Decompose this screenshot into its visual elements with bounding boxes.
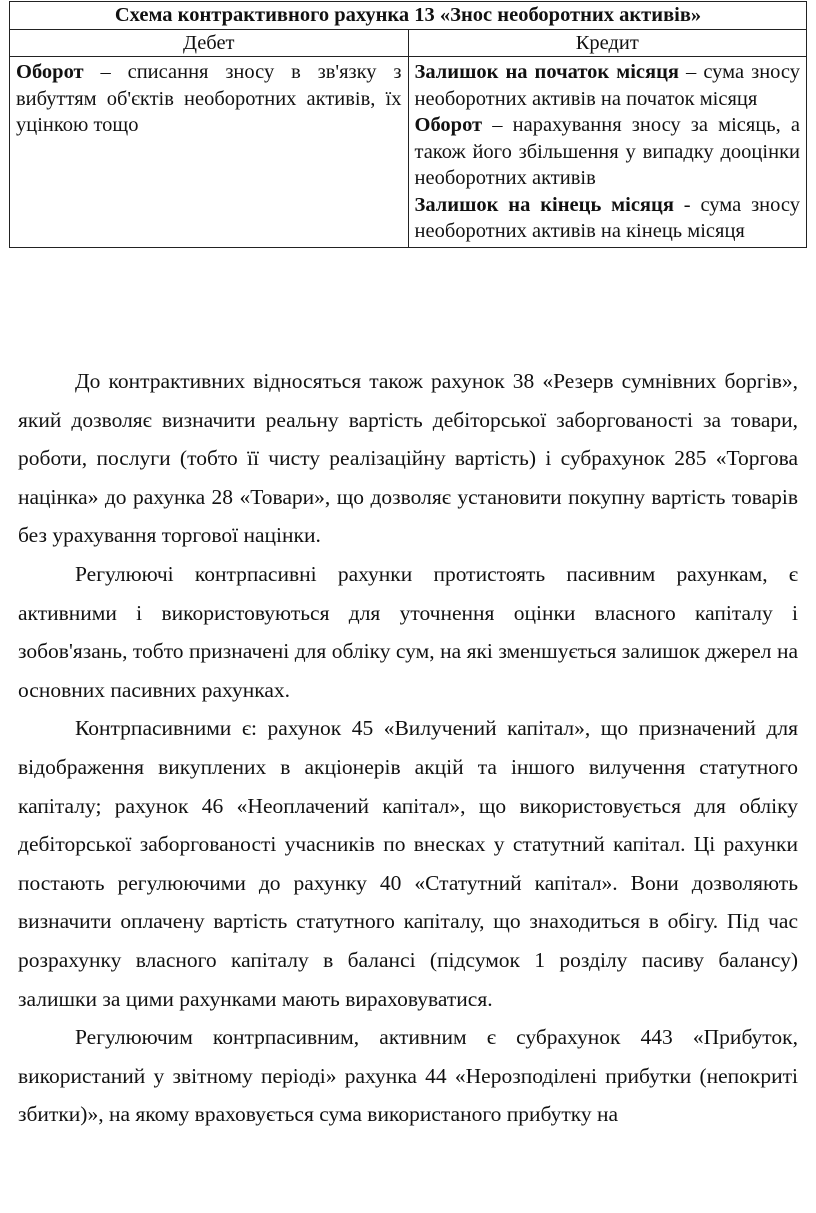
debit-cell <box>10 57 409 248</box>
scheme-title: Схема контрактивного рахунка 13 «Знос необоротних активів» <box>10 2 807 30</box>
body-text <box>18 362 798 1134</box>
credit-closing-balance <box>415 192 801 245</box>
credit-turnover-label: Оборот <box>414 114 483 136</box>
debit-turnover-text: – списання зносу в зв'язку з вибуттям об'єктів необоротних активів, їх уцінкою тощо <box>16 61 402 136</box>
credit-opening-text: – сума зносу необоротних активів на початок місяця <box>414 61 800 110</box>
paragraph-4: Регулюючим контрпасивним, активним є субрахунок 443 «Прибуток, використаний у звітному періоді» рахунка 44 «Нерозподілені прибутки (непокриті збитки)», на якому враховується сума використаного прибутку на <box>18 1025 798 1127</box>
credit-opening-label: Залишок на початок місяця <box>414 61 680 83</box>
credit-turnover-text: – нарахування зносу за місяць, а також його збільшення у випадку дооцінки необоротних активів <box>414 114 800 189</box>
account-scheme-table <box>9 1 807 248</box>
credit-opening-balance <box>415 59 801 112</box>
debit-turnover <box>16 59 402 139</box>
credit-turnover <box>415 112 801 192</box>
credit-closing-label: Залишок на кінець місяця <box>414 193 674 216</box>
credit-header: Кредит <box>408 30 807 57</box>
paragraph-1: До контрактивних відносяться також рахунок 38 «Резерв сумнівних боргів», який дозволяє визначити реальну вартість дебіторської заборгованості за товари, роботи, послуги (тобто її чисту реалізаційну вартість) і субрахунок 285 «Торгова націнка» до рахунка 28 «Товари», що дозволяє установити покупну вартість товарів без урахування торгової націнки. <box>18 369 798 548</box>
debit-turnover-label: Оборот <box>16 61 84 83</box>
paragraph-3: Контрпасивними є: рахунок 45 «Вилучений капітал», що призначений для відображення викуплених в акціонерів акцій та іншого вилучення статутного капіталу; рахунок 46 «Неоплачений капітал», що використовується для обліку дебіторської заборгованості учасників по внесках у статутний капітал. Ці рахунки постають регулюючими до рахунку 40 «Статутний капітал». Вони дозволяють визначити оплачену вартість статутного капіталу, що знаходиться в обігу. Під час розрахунку власного капіталу в балансі (підсумок 1 розділу пасиву балансу) залишки за цими рахунками мають вираховуватися. <box>18 716 798 1011</box>
paragraph-2: Регулюючі контрпасивні рахунки протистоять пасивним рахункам, є активними і використовуються для уточнення оцінки власного капіталу і зобов'язань, тобто призначені для обліку сум, на які зменшується залишок джерел на основних пасивних рахунках. <box>18 561 798 702</box>
credit-closing-text: - сума зносу необоротних активів на кінець місяця <box>414 193 800 242</box>
debit-header: Дебет <box>10 30 409 57</box>
credit-cell <box>408 57 807 248</box>
